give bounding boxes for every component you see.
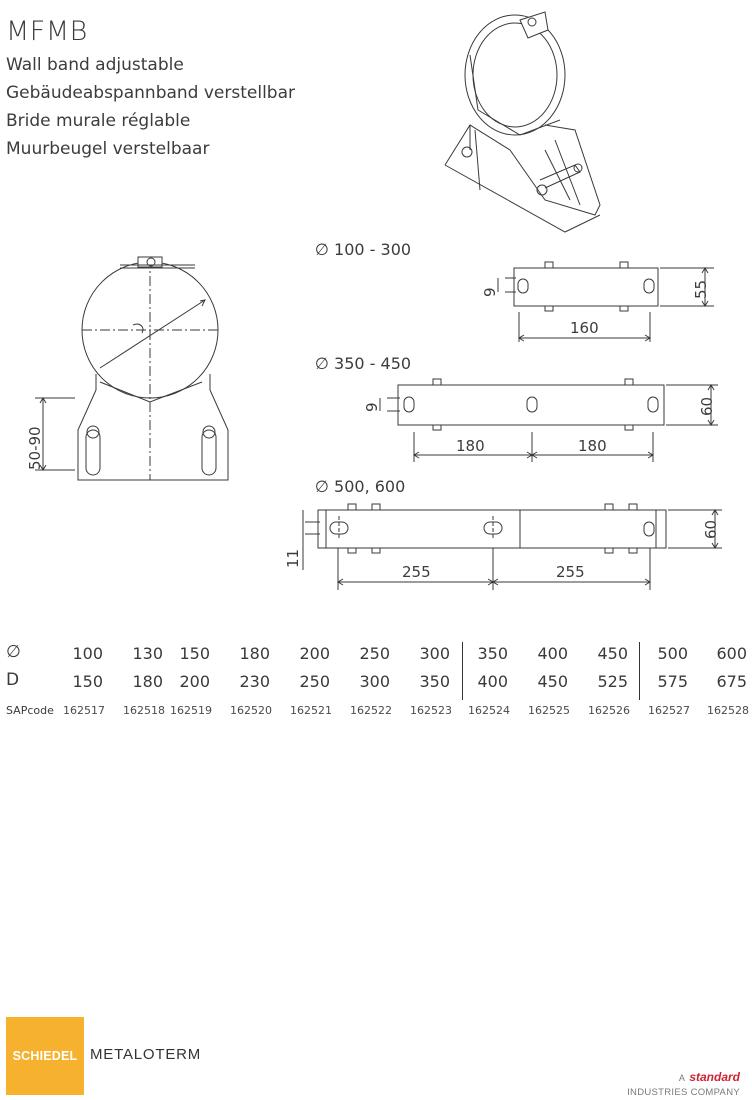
d-cell: 250: [299, 672, 330, 691]
subtitle-en: Wall band adjustable: [6, 55, 184, 75]
sap-cell: 162519: [170, 704, 212, 717]
sap-cell: 162524: [468, 704, 510, 717]
sap-cell: 162518: [123, 704, 165, 717]
sap-cell: 162523: [410, 704, 452, 717]
sap-cell: 162517: [63, 704, 105, 717]
std-prefix: A: [678, 1073, 685, 1083]
band-3-width-1: 255: [402, 563, 431, 581]
band-2-width-1: 180: [456, 437, 485, 455]
band-2-slot: 9: [363, 402, 381, 412]
subtitle-fr: Bride murale réglable: [6, 111, 191, 131]
subtitle-de: Gebäudeabspannband verstellbar: [6, 83, 295, 103]
d-cell: 450: [537, 672, 568, 691]
sap-cell: 162520: [230, 704, 272, 717]
sap-cell: 162525: [528, 704, 570, 717]
band-3-height: 60: [702, 519, 720, 539]
diameter-cell: 130: [132, 644, 163, 663]
diameter-cell: 350: [477, 644, 508, 663]
subtitle-nl: Muurbeugel verstelbaar: [6, 139, 210, 159]
standard-industries-logo: [627, 1068, 740, 1098]
diameter-cell: 150: [179, 644, 210, 663]
row-label-sap: SAPcode: [6, 704, 54, 717]
d-cell: 150: [72, 672, 103, 691]
diameter-cell: 450: [597, 644, 628, 663]
diameter-cell: 180: [239, 644, 270, 663]
sap-cell: 162528: [707, 704, 749, 717]
band-1-height: 55: [692, 279, 710, 299]
diameter-cell: 600: [716, 644, 747, 663]
schiedel-logo: SCHIEDEL: [6, 1047, 84, 1065]
diameter-cell: 200: [299, 644, 330, 663]
diameter-cell: 250: [359, 644, 390, 663]
band-3-view: [303, 504, 722, 590]
d-cell: 525: [597, 672, 628, 691]
band-3-slot: 11: [284, 548, 302, 568]
band-3-width-2: 255: [556, 563, 585, 581]
std-company: INDUSTRIES COMPANY: [627, 1087, 740, 1098]
d-cell: 180: [132, 672, 163, 691]
std-brand: standard: [689, 1070, 740, 1084]
d-cell: 350: [419, 672, 450, 691]
diameter-cell: 400: [537, 644, 568, 663]
band-2-view: [380, 379, 718, 462]
product-sketch: [445, 12, 600, 232]
side-dim: 50-90: [26, 426, 44, 470]
page-title: MFMB: [6, 16, 88, 47]
sap-cell: 162526: [588, 704, 630, 717]
band-2-height: 60: [698, 396, 716, 416]
diameter-cell: 100: [72, 644, 103, 663]
row-label-diameter: ∅: [6, 642, 21, 662]
d-cell: 230: [239, 672, 270, 691]
spec-table: [0, 640, 752, 720]
d-cell: 300: [359, 672, 390, 691]
band-3-label: ∅ 500, 600: [315, 477, 406, 496]
band-1-view: [498, 262, 714, 342]
band-1-slot: 9: [481, 287, 499, 297]
sap-cell: 162521: [290, 704, 332, 717]
d-cell: 575: [657, 672, 688, 691]
sap-cell: 162527: [648, 704, 690, 717]
band-1-label: ∅ 100 - 300: [315, 240, 412, 259]
sap-cell: 162522: [350, 704, 392, 717]
diameter-cell: 300: [419, 644, 450, 663]
d-cell: 675: [716, 672, 747, 691]
front-view: [35, 257, 228, 480]
band-1-width: 160: [570, 319, 599, 337]
band-2-label: ∅ 350 - 450: [315, 354, 412, 373]
d-cell: 200: [179, 672, 210, 691]
diameter-cell: 500: [657, 644, 688, 663]
band-2-width-2: 180: [578, 437, 607, 455]
d-cell: 400: [477, 672, 508, 691]
row-label-d: D: [6, 670, 20, 690]
metaloterm-wordmark: METALOTERM: [90, 1046, 202, 1063]
